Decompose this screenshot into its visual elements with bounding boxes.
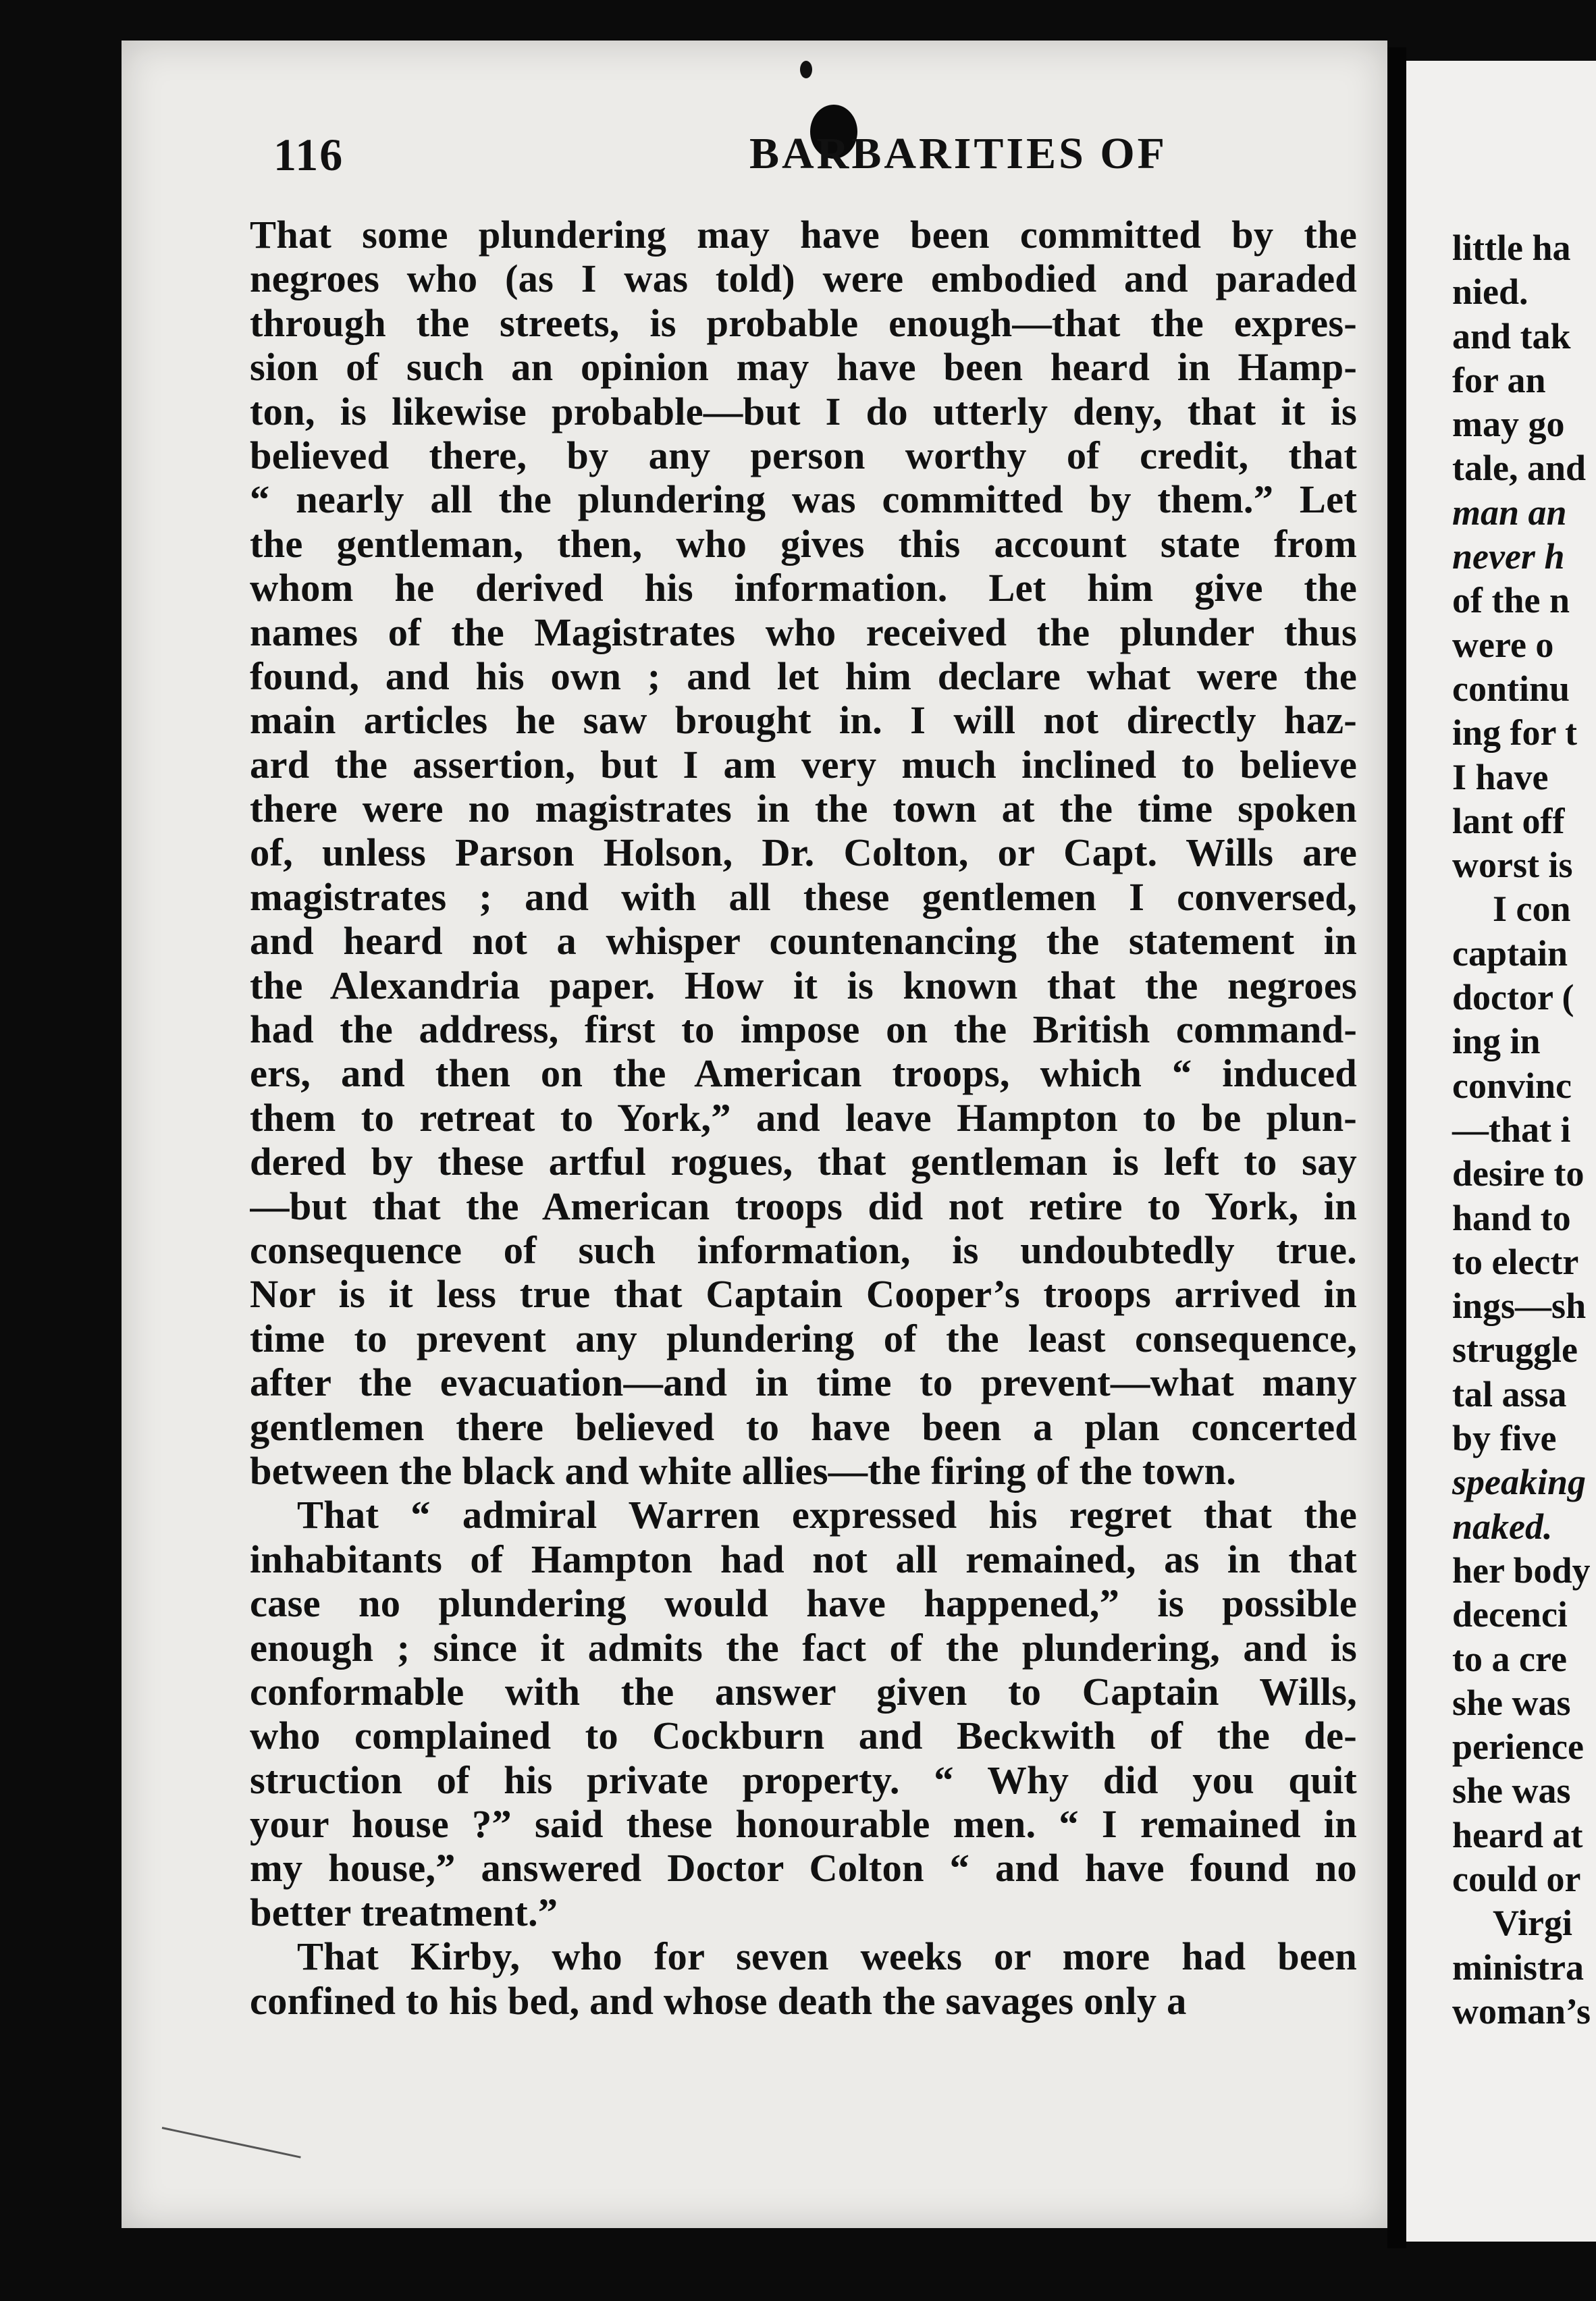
facing-text-line: by five — [1452, 1418, 1557, 1459]
facing-text-line: she was — [1452, 1682, 1571, 1723]
facing-text-line: heard at — [1452, 1814, 1583, 1855]
text-line: sion of such an opinion may have been heard in Hamp- — [250, 345, 1357, 390]
text-line: That some plundering may have been committed by the — [250, 213, 1357, 257]
text-line: through the streets, is probable enough—that the expres- — [250, 300, 1357, 345]
facing-text-line: —that i — [1452, 1109, 1571, 1150]
text-line: my house,” answered Doctor Colton “ and have found no — [250, 1846, 1357, 1890]
facing-text-line: tale, and — [1452, 448, 1587, 489]
text-line: believed there, by any person worthy of credit, that — [250, 433, 1357, 477]
facing-text-line: man an — [1452, 492, 1567, 533]
facing-text-line: could or — [1452, 1858, 1581, 1899]
running-head: BARBARITIES OF — [749, 129, 1167, 178]
facing-text-line: her body — [1452, 1550, 1591, 1591]
facing-text-line: worst is — [1452, 845, 1573, 886]
page-number: 116 — [273, 129, 344, 180]
text-line: better treatment.” — [250, 1890, 558, 1934]
text-line: That “ admiral Warren expressed his regret that the — [297, 1493, 1357, 1537]
facing-text-line: of the n — [1452, 580, 1570, 621]
text-line: who complained to Cockburn and Beckwith of the de- — [250, 1714, 1357, 1758]
facing-text-line: I have — [1452, 756, 1549, 797]
facing-text-line: decenci — [1452, 1594, 1568, 1635]
facing-text-line: naked. — [1452, 1506, 1553, 1547]
text-line: That Kirby, who for seven weeks or more had been — [297, 1934, 1357, 1979]
facing-text-line: she was — [1452, 1770, 1571, 1811]
facing-text-line: woman’s — [1452, 1990, 1591, 2032]
text-line: struction of his private property. “ Why did you quit — [250, 1757, 1357, 1802]
text-line: the gentleman, then, who gives this account state from — [250, 521, 1357, 566]
text-line: whom he derived his information. Let him give the — [250, 566, 1357, 610]
body-text — [250, 213, 1357, 2023]
facing-text-line: desire to — [1452, 1153, 1585, 1194]
facing-text-line: lant off — [1452, 800, 1565, 841]
text-line: confined to his bed, and whose death the savages only a — [250, 1978, 1187, 2023]
facing-text-line: Virgi — [1493, 1903, 1572, 1944]
text-line: of, unless Parson Holson, Dr. Colton, or Capt. Wills are — [250, 830, 1357, 875]
facing-text-line: tal assa — [1452, 1373, 1567, 1414]
facing-text-line: I con — [1493, 889, 1571, 930]
text-line: and heard not a whisper countenancing the statement in — [250, 919, 1357, 963]
facing-text-line: ministra — [1452, 1947, 1584, 1988]
facing-text-line: may go — [1452, 404, 1565, 445]
facing-text-line: to electr — [1452, 1241, 1579, 1282]
facing-text-line: were o — [1452, 624, 1554, 665]
text-line: conformable with the answer given to Captain Wills, — [250, 1669, 1357, 1714]
facing-text-line: perience — [1452, 1726, 1584, 1768]
text-line: case no plundering would have happened,” is possible — [250, 1581, 1357, 1626]
text-line: enough ; since it admits the fact of the plundering, and is — [250, 1625, 1357, 1670]
pencil-mark — [162, 2127, 301, 2159]
facing-text — [1452, 226, 1596, 2034]
facing-text-line: to a cre — [1452, 1638, 1567, 1679]
facing-text-line: never h — [1452, 536, 1565, 577]
text-line: Nor is it less true that Captain Cooper’s troops arrived in — [250, 1272, 1357, 1317]
text-line: ers, and then on the American troops, which “ induced — [250, 1051, 1357, 1096]
text-line: ard the assertion, but I am very much inclined to believe — [250, 742, 1357, 787]
right-page-fragment — [1406, 61, 1596, 2242]
book-gutter — [1387, 47, 1406, 2248]
text-line: consequence of such information, is undoubtedly true. — [250, 1227, 1357, 1272]
facing-text-line: captain — [1452, 932, 1568, 974]
text-line: main articles he saw brought in. I will not directly haz- — [250, 698, 1357, 743]
facing-text-line: struggle — [1452, 1329, 1578, 1371]
text-line: found, and his own ; and let him declare what were the — [250, 654, 1357, 698]
facing-text-line: little ha — [1452, 228, 1571, 268]
facing-text-line: ing for t — [1452, 712, 1577, 753]
facing-text-line: for an — [1452, 359, 1546, 400]
text-line: there were no magistrates in the town at the time spoken — [250, 787, 1357, 831]
facing-text-line: ing in — [1452, 1021, 1541, 1062]
left-page — [122, 41, 1387, 2228]
text-line: magistrates ; and with all these gentlemen I conversed, — [250, 874, 1357, 919]
text-line: after the evacuation—and in time to prevent—what many — [250, 1360, 1357, 1405]
facing-text-line: convinc — [1452, 1065, 1572, 1106]
text-line: “ nearly all the plundering was committed by them.” Let — [250, 477, 1357, 522]
text-line: them to retreat to York,” and leave Hampton to be plun- — [250, 1095, 1357, 1140]
facing-text-line: nied. — [1452, 271, 1528, 313]
text-line: the Alexandria paper. How it is known that the negroes — [250, 963, 1357, 1007]
text-line: between the black and white allies—the firing of the town. — [250, 1448, 1237, 1493]
facing-text-line: ings—sh — [1452, 1286, 1587, 1327]
page-header — [273, 128, 1347, 216]
text-line: inhabitants of Hampton had not all remained, as in that — [250, 1537, 1357, 1581]
facing-text-line: and tak — [1452, 315, 1571, 356]
text-line: time to prevent any plundering of the least consequence, — [250, 1316, 1357, 1360]
text-line: —but that the American troops did not retire to York, in — [250, 1184, 1357, 1228]
facing-text-line: doctor ( — [1452, 977, 1574, 1018]
text-line: names of the Magistrates who received the plunder thus — [250, 610, 1357, 654]
text-line: dered by these artful rogues, that gentleman is left to say — [250, 1140, 1357, 1184]
text-line: gentlemen there believed to have been a plan concerted — [250, 1404, 1357, 1449]
text-line: ton, is likewise probable—but I do utterly deny, that it is — [250, 389, 1357, 433]
text-line: had the address, first to impose on the British command- — [250, 1007, 1357, 1052]
facing-text-line: speaking — [1452, 1462, 1587, 1503]
text-line: negroes who (as I was told) were embodied and paraded — [250, 257, 1357, 301]
facing-text-line: continu — [1452, 668, 1570, 709]
text-line: your house ?” said these honourable men. “ I remained in — [250, 1802, 1357, 1847]
facing-text-line: hand to — [1452, 1197, 1571, 1238]
ink-spot — [800, 61, 812, 78]
